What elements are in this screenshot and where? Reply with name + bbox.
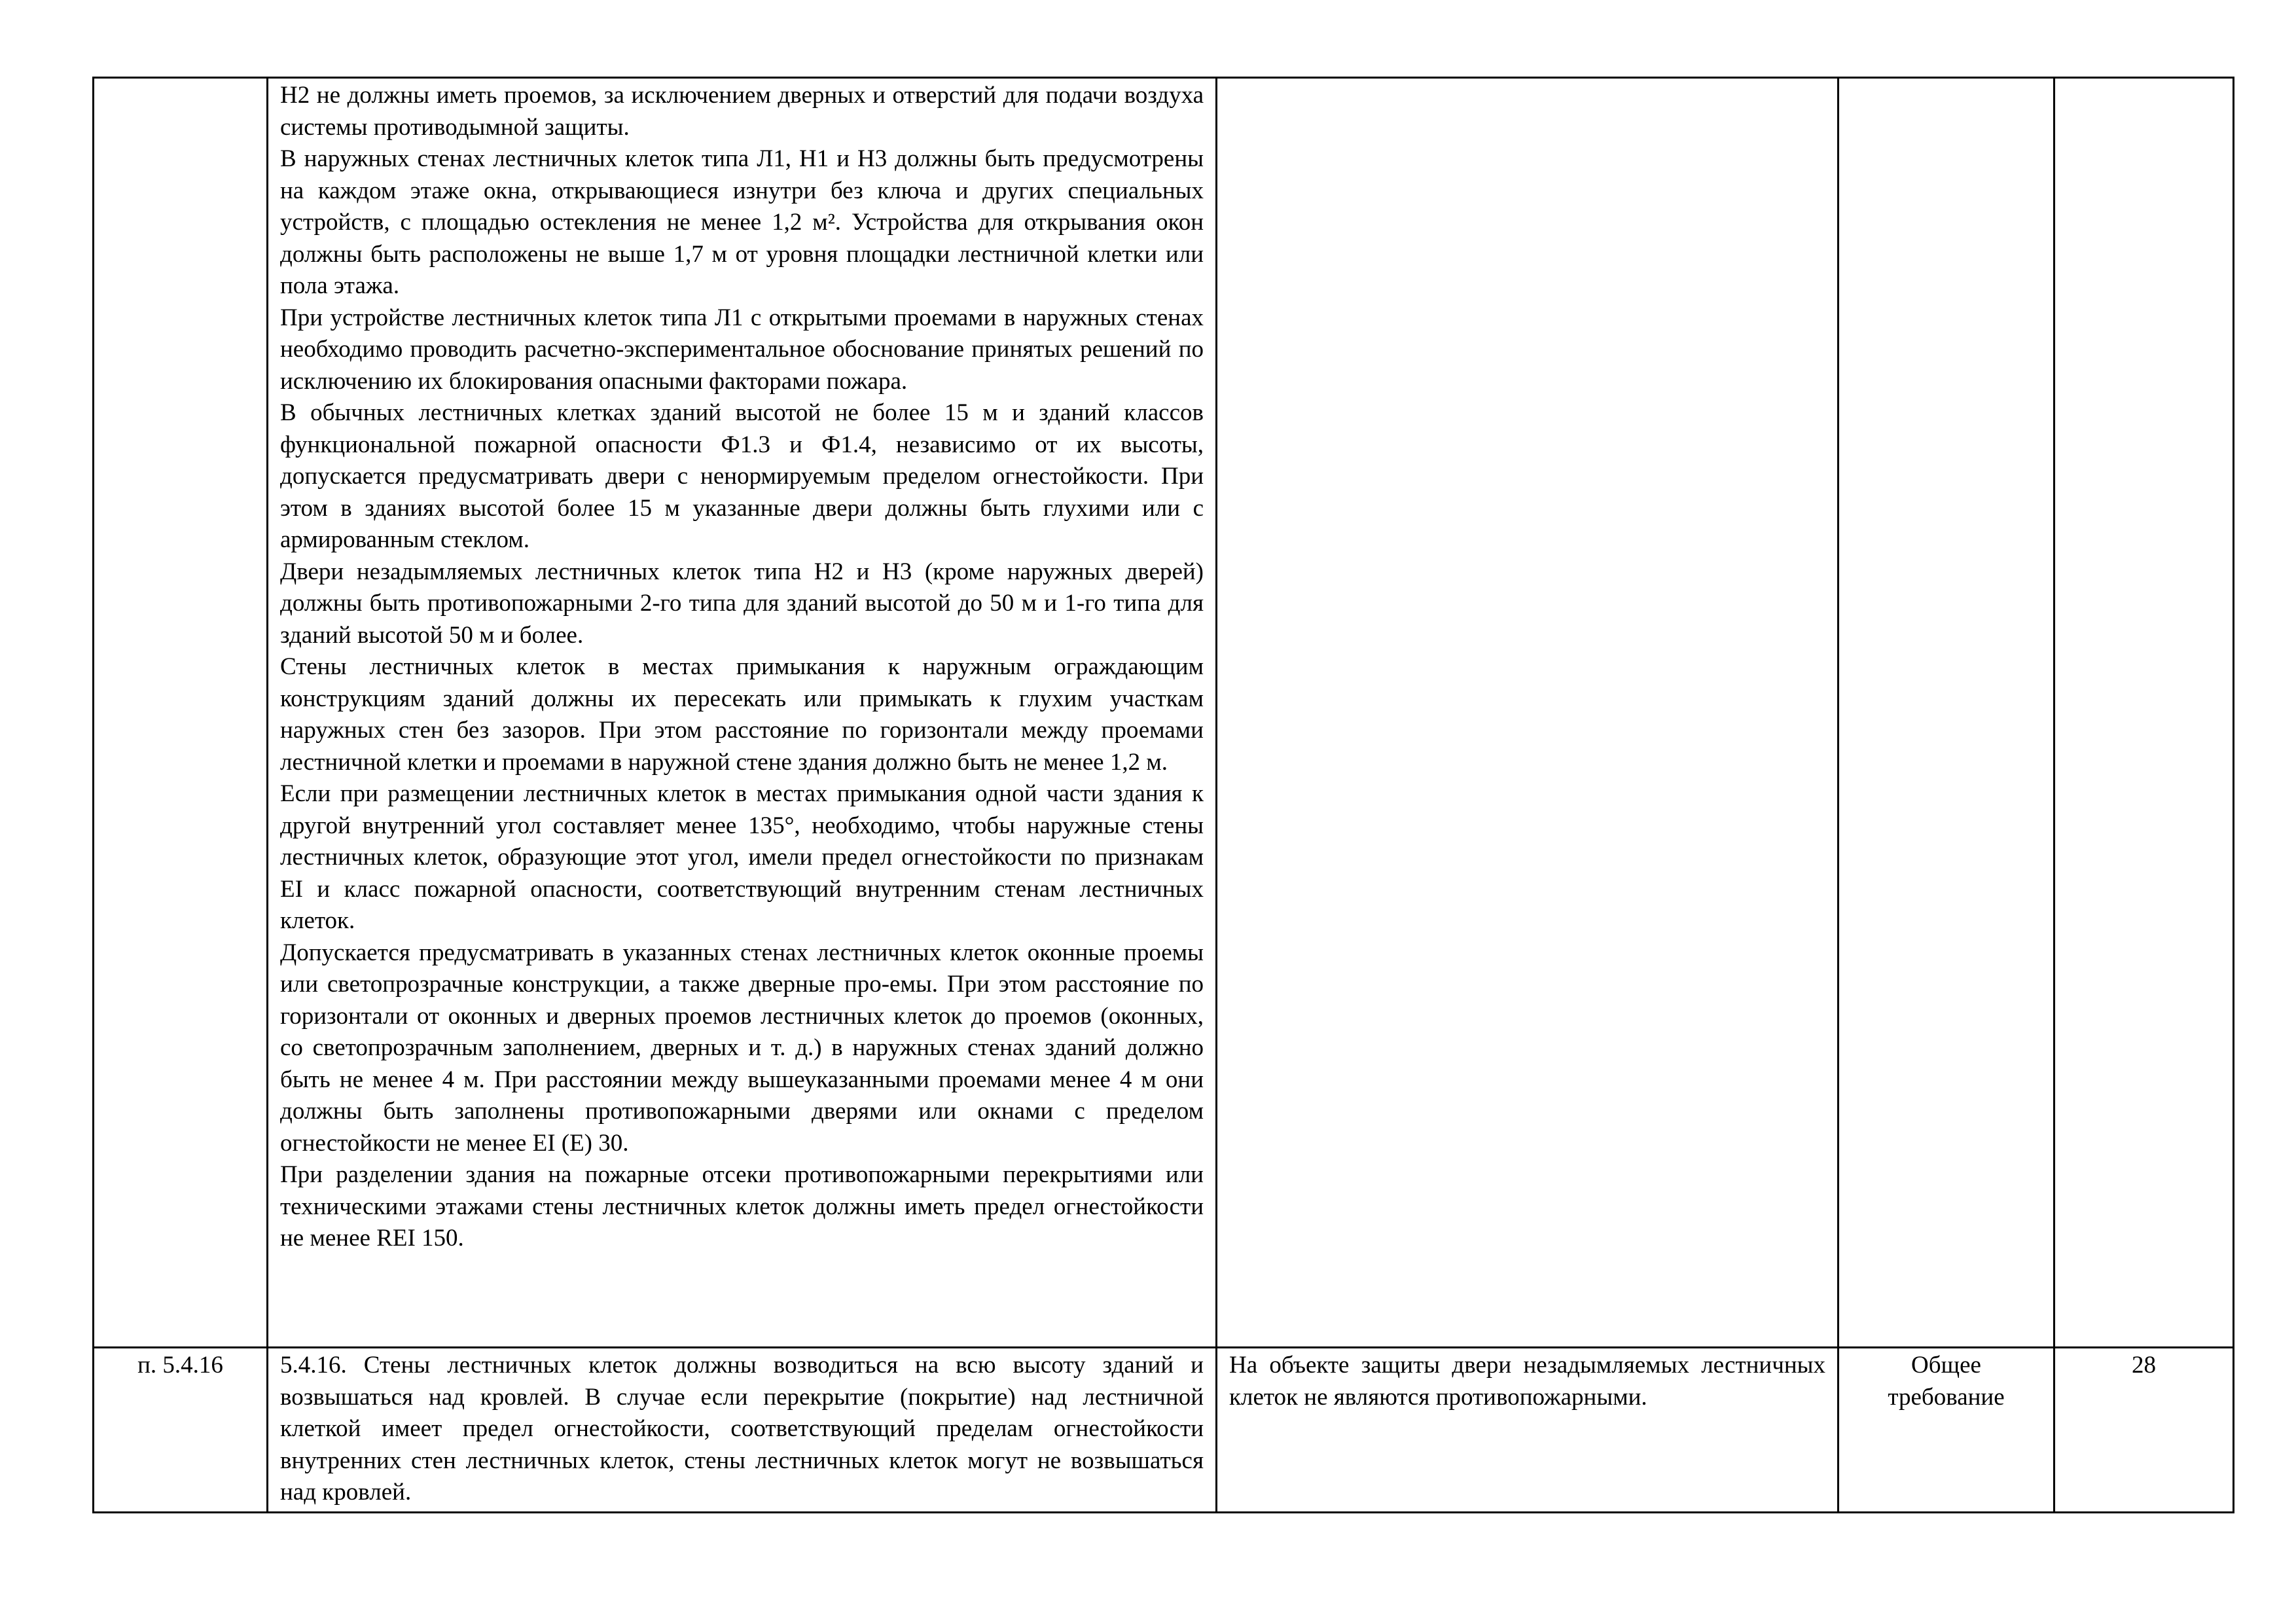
requirement-paragraph: В обычных лестничных клетках зданий высотой не более 15 м и зданий классов функциональной пожарной опасности Ф1.3 и Ф1.4, независимо от их высоты, допускается предусматривать двери с ненормируемым пределом огнестойкости. При этом в зданиях высотой более 15 м указанные двери должны быть глухими или с армированным стеклом.: [280, 399, 1204, 553]
requirement-paragraph: Допускается предусматривать в указанных стенах лестничных клеток оконные проемы или светопрозрачные конструкции, а также дверные про-емы. При этом расстояние по горизонтали от оконных и дверных проемов лестничных клеток до проемов (оконных, со светопрозрачным заполнением, дверных и т. д.) в наружных стенах зданий должно быть не менее 4 м. При расстоянии между вышеуказанными проемами менее 4 м они должны быть заполнены противопожарными дверями или окнами с пределом огнестойкости не менее EI (E) 30.: [280, 939, 1204, 1157]
requirement-paragraph: При разделении здания на пожарные отсеки противопожарными перекрытиями или техническими этажами стены лестничных клеток должны иметь предел огнестойкости не менее REI 150.: [280, 1161, 1204, 1252]
table-row: [94, 1348, 2234, 1513]
requirement-paragraph: При устройстве лестничных клеток типа Л1 с открытыми проемами в наружных стенах необходимо проводить расчетно-экспериментальное обоснование принятых решений по исключению их блокирования опасными факторами пожара.: [280, 304, 1204, 395]
number-cell: 28: [2054, 1348, 2234, 1513]
number-cell: [2054, 78, 2234, 1348]
category-cell: Общее требование: [1839, 1348, 2054, 1513]
requirement-paragraph: Н2 не должны иметь проемов, за исключением дверных и отверстий для подачи воздуха системы противодымной защиты.: [280, 82, 1204, 141]
requirement-cell: 5.4.16. Стены лестничных клеток должны возводиться на всю высоту зданий и возвышаться над кровлей. В случае если перекрытие (покрытие) над лестничной клеткой имеет предел огнестойкости, соответствующий пределам огнестойкости внутренних стен лестничных клеток, стены лестничных клеток могут не возвышаться над кровлей.: [268, 1348, 1217, 1513]
requirements-table: [92, 77, 2234, 1513]
requirement-paragraph: Двери незадымляемых лестничных клеток типа Н2 и Н3 (кроме наружных дверей) должны быть противопожарными 2-го типа для зданий высотой до 50 м и 1-го типа для зданий высотой 50 м и более.: [280, 558, 1204, 649]
requirement-paragraph: В наружных стенах лестничных клеток типа Л1, Н1 и Н3 должны быть предусмотрены на каждом этаже окна, открывающиеся изнутри без ключа и других специальных устройств, с площадью остекления не менее 1,2 м². Устройства для открывания окон должны быть расположены не выше 1,7 м от уровня площадки лестничной клетки или пола этажа.: [280, 145, 1204, 299]
violation-cell: [1217, 78, 1839, 1348]
clause-cell: [94, 78, 268, 1348]
violation-cell: На объекте защиты двери незадымляемых лестничных клеток не являются противопожарными.: [1217, 1348, 1839, 1513]
clause-cell: п. 5.4.16: [94, 1348, 268, 1513]
category-cell: [1839, 78, 2054, 1348]
requirement-cell: [268, 78, 1217, 1348]
requirement-paragraph: Если при размещении лестничных клеток в местах примыкания одной части здания к другой внутренний угол составляет менее 135°, необходимо, чтобы наружные стены лестничных клеток, образующие этот угол, имели предел огнестойкости по признакам EI и класс пожарной опасности, соответствующий внутренним стенам лестничных клеток.: [280, 780, 1204, 934]
table-row-continuation: [94, 78, 2234, 1348]
requirement-paragraph: Стены лестничных клеток в местах примыкания к наружным ограждающим конструкциям зданий должны их пересекать или примыкать к глухим участкам наружных стен без зазоров. При этом расстояние по горизонтали между проемами лестничной клетки и проемами в наружной стене здания должно быть не менее 1,2 м.: [280, 653, 1204, 776]
